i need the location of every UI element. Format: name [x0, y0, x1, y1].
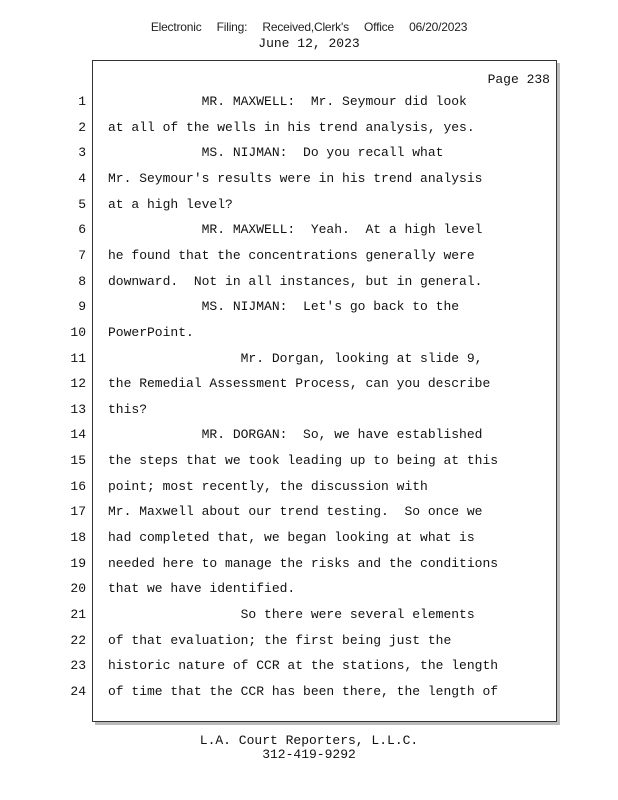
line-number: 13 [70, 402, 86, 417]
line-number: 24 [70, 684, 86, 699]
footer-company: L.A. Court Reporters, L.L.C. [199, 733, 419, 748]
line-number: 16 [70, 479, 86, 494]
line-number: 7 [78, 248, 86, 263]
line-text: MR. MAXWELL: Mr. Seymour did look [108, 94, 467, 109]
line-number: 21 [70, 607, 86, 622]
line-text: Mr. Seymour's results were in his trend analysis [108, 171, 483, 186]
transcript-date: June 12, 2023 [258, 36, 360, 51]
stamp-date: 06/20/2023 [409, 20, 468, 34]
line-text: MR. DORGAN: So, we have established [108, 427, 483, 442]
line-text: MR. MAXWELL: Yeah. At a high level [108, 222, 483, 237]
line-text: historic nature of CCR at the stations, the length [108, 658, 499, 673]
line-number: 10 [70, 325, 86, 340]
line-text: the steps that we took leading up to being at this [108, 453, 499, 468]
line-number: 3 [78, 145, 86, 160]
stamp-filing: Filing: [216, 20, 248, 34]
stamp-received: Received,Clerk's [262, 20, 349, 34]
line-number: 6 [78, 222, 86, 237]
line-text: that we have identified. [108, 581, 296, 596]
line-number: 9 [78, 299, 86, 314]
line-number: 22 [70, 633, 86, 648]
line-number: 14 [70, 427, 86, 442]
line-text: needed here to manage the risks and the conditions [108, 556, 499, 571]
line-text: So there were several elements [108, 607, 475, 622]
line-text: Mr. Maxwell about our trend testing. So once we [108, 504, 483, 519]
line-text: point; most recently, the discussion with [108, 479, 428, 494]
footer-phone: 312-419-9292 [262, 747, 356, 762]
line-text: at all of the wells in his trend analysis, yes. [108, 120, 475, 135]
line-number: 1 [78, 94, 86, 109]
line-text: of time that the CCR has been there, the length of [108, 684, 499, 699]
line-number: 11 [70, 351, 86, 366]
line-text: this? [108, 402, 148, 417]
line-text: of that evaluation; the first being just the [108, 633, 452, 648]
line-number: 19 [70, 556, 86, 571]
line-text: MS. NIJMAN: Do you recall what [108, 145, 444, 160]
line-number: 12 [70, 376, 86, 391]
page-number: Page 238 [487, 72, 550, 87]
line-text: the Remedial Assessment Process, can you describe [108, 376, 491, 391]
line-text: downward. Not in all instances, but in general. [108, 274, 483, 289]
line-text: MS. NIJMAN: Let's go back to the [108, 299, 460, 314]
line-number: 5 [78, 197, 86, 212]
line-text: had completed that, we began looking at what is [108, 530, 475, 545]
line-text: PowerPoint. [108, 325, 194, 340]
line-text: at a high level? [108, 197, 233, 212]
line-text: Mr. Dorgan, looking at slide 9, [108, 351, 483, 366]
line-number: 17 [70, 504, 86, 519]
line-number: 18 [70, 530, 86, 545]
line-number: 4 [78, 171, 86, 186]
line-number: 15 [70, 453, 86, 468]
line-number: 8 [78, 274, 86, 289]
line-number: 20 [70, 581, 86, 596]
stamp-office: Office [364, 20, 394, 34]
line-text: he found that the concentrations generally were [108, 248, 475, 263]
line-number: 23 [70, 658, 86, 673]
filing-stamp [0, 20, 618, 34]
stamp-electronic: Electronic [150, 20, 202, 34]
line-number: 2 [78, 120, 86, 135]
